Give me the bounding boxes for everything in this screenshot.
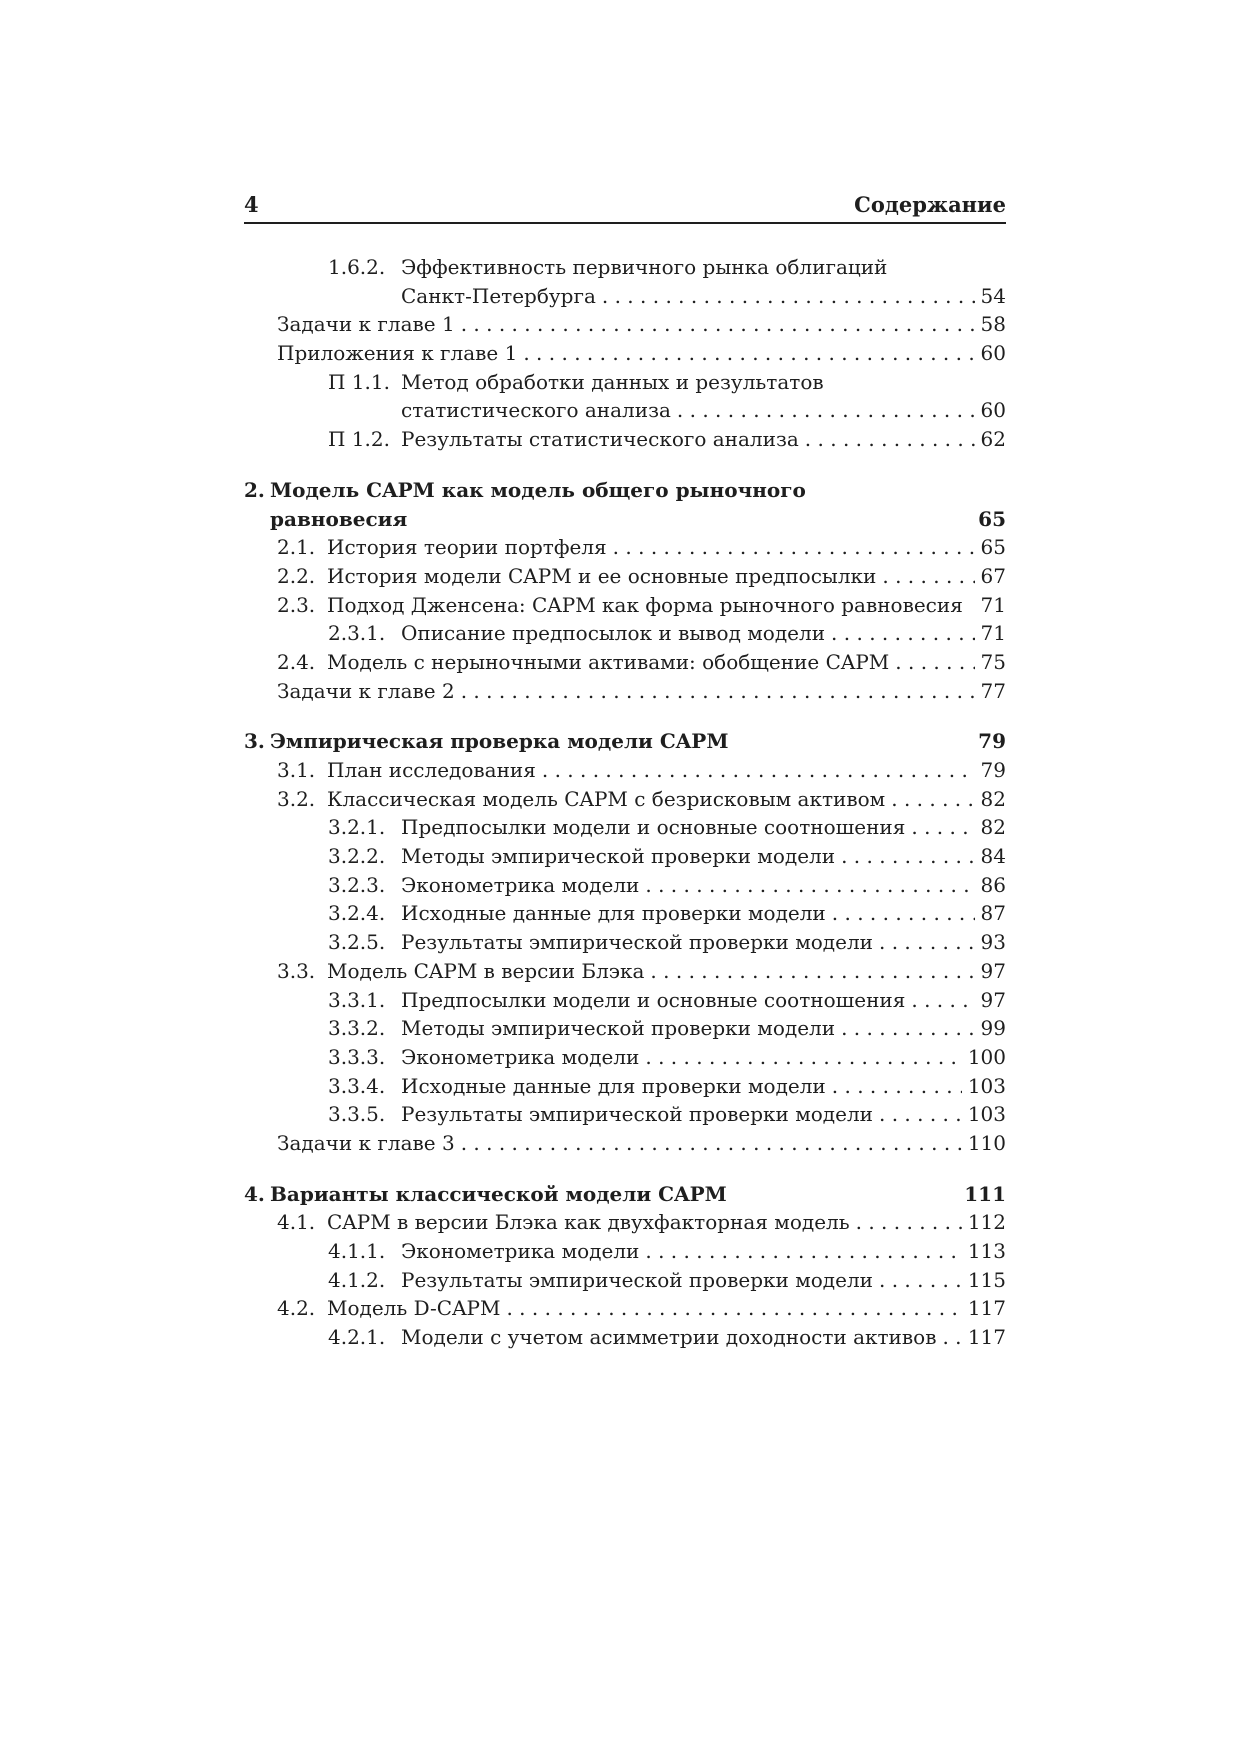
toc-entry-title: Эконометрика модели	[401, 1044, 640, 1069]
chapter-number: 3.	[244, 729, 265, 754]
toc-entry-p1-1-continued[interactable]	[244, 396, 1006, 425]
toc-entry-title: Методы эмпирической проверки модели	[401, 844, 836, 869]
toc-entry-title: Модели с учетом асимметрии доходности активов	[401, 1325, 937, 1350]
toc-entry-page: 65	[980, 535, 1006, 560]
chapter-page: 65	[978, 506, 1006, 531]
chapter-title: Варианты классической модели CAPM	[270, 1181, 727, 1206]
toc-entry-page: 84	[980, 844, 1006, 869]
toc-entry-2-4[interactable]	[244, 648, 1006, 677]
toc-entry-page: 93	[980, 930, 1006, 955]
toc-entry-page: 100	[967, 1044, 1006, 1069]
toc-entry-title: Эконометрика модели	[401, 872, 640, 897]
dot-leader	[650, 957, 974, 986]
toc-entry-page: 99	[980, 1016, 1006, 1041]
toc-entry-4-1[interactable]	[244, 1208, 1006, 1237]
toc-entry-title: Эконометрика модели	[401, 1239, 640, 1263]
running-header	[244, 192, 1006, 217]
dot-leader	[645, 871, 974, 900]
dot-leader	[645, 1043, 961, 1072]
toc-entry-2-2[interactable]	[244, 562, 1006, 591]
toc-entry-page: 115	[967, 1267, 1006, 1292]
toc-entry-title: Классическая модель CAPM с безрисковым активом	[327, 786, 886, 811]
toc-entry-3-1[interactable]	[244, 756, 1006, 785]
toc-entry-title: Исходные данные для проверки модели	[401, 901, 826, 926]
toc-entry-page: 77	[980, 678, 1006, 703]
toc-entry-page: 62	[980, 427, 1006, 452]
toc-entry-title-continued: Санкт-Петербурга	[401, 283, 596, 308]
toc-entry-title: CAPM в версии Блэка как двухфакторная модель	[327, 1210, 850, 1235]
toc-entry-title: Результаты эмпирической проверки модели	[401, 930, 873, 955]
toc-entry-tasks-2[interactable]	[244, 677, 1006, 706]
toc-entry-1-6-2-continued[interactable]	[244, 282, 1006, 311]
dot-leader	[879, 1266, 962, 1295]
chapter-title-continued: равновесия	[270, 506, 408, 531]
toc-entry-title: Результаты эмпирической проверки модели	[401, 1267, 873, 1292]
toc-entry-number: 2.1.	[277, 535, 316, 560]
dot-leader	[542, 756, 975, 785]
toc-entry-page: 54	[980, 283, 1006, 308]
toc-chapter-3[interactable]	[244, 727, 1006, 756]
table-of-contents	[244, 253, 1006, 1352]
toc-entry-title: Задачи к главе 1	[277, 312, 455, 337]
toc-entry-number: 2.3.	[277, 592, 316, 617]
toc-entry-number: 1.6.2.	[328, 255, 386, 279]
toc-entry-page: 82	[980, 786, 1006, 811]
toc-entry-page: 110	[967, 1130, 1006, 1155]
dot-leader	[506, 1294, 961, 1323]
toc-entry-title: Методы эмпирической проверки модели	[401, 1016, 836, 1041]
toc-entry-title: План исследования	[327, 758, 536, 782]
chapter-title: Эмпирическая проверка модели CAPM	[270, 729, 729, 754]
toc-entry-page: 117	[967, 1325, 1006, 1350]
toc-entry-3-3[interactable]	[244, 957, 1006, 986]
chapter-title: Модель CAPM как модель общего рыночного	[270, 477, 806, 502]
toc-entry-page: 87	[980, 901, 1006, 926]
toc-entry-page: 86	[980, 872, 1006, 897]
dot-leader	[523, 339, 974, 368]
toc-entry-title: История модели CAPM и ее основные предпосылки	[327, 563, 877, 588]
toc-entry-number: П 1.1.	[328, 369, 390, 394]
toc-entry-number: 2.3.1.	[328, 621, 386, 646]
toc-entry-3-3-1[interactable]	[244, 986, 1006, 1015]
chapter-number: 4.	[244, 1181, 265, 1206]
toc-entry-page: 79	[980, 758, 1006, 782]
toc-entry-2-3[interactable]	[244, 591, 1006, 620]
toc-entry-4-2[interactable]	[244, 1294, 1006, 1323]
toc-entry-3-2-4[interactable]	[244, 899, 1006, 928]
header-rule	[244, 222, 1006, 224]
toc-entry-title: Описание предпосылок и вывод модели	[401, 621, 826, 646]
toc-entry-page: 60	[980, 341, 1006, 366]
toc-entry-page: 103	[967, 1102, 1006, 1127]
toc-entry-title: Приложения к главе 1	[277, 341, 518, 366]
toc-entry-page: 71	[980, 621, 1006, 646]
toc-entry-title: Подход Дженсена: CAPM как форма рыночного равновесия	[327, 592, 963, 617]
toc-entry-number: 3.3.3.	[328, 1044, 386, 1069]
toc-entry-page: 60	[980, 398, 1006, 423]
toc-entry-title: Результаты статистического анализа	[401, 427, 799, 452]
dot-leader	[841, 1014, 974, 1043]
dot-leader	[832, 1072, 962, 1101]
dot-leader	[832, 899, 975, 928]
chapter-page: 79	[978, 729, 1006, 754]
dot-leader	[677, 396, 975, 425]
toc-entry-appendix-1[interactable]	[244, 339, 1006, 368]
toc-entry-number: 4.1.1.	[328, 1239, 386, 1263]
toc-entry-number: 3.1.	[277, 758, 316, 782]
toc-entry-number: 3.2.5.	[328, 930, 386, 955]
toc-entry-number: 4.2.	[277, 1296, 316, 1321]
toc-entry-number: 3.3.	[277, 958, 316, 983]
dot-leader	[805, 425, 975, 454]
toc-entry-title: Модель с нерыночными активами: обобщение CAPM	[327, 649, 890, 674]
toc-entry-2-1[interactable]	[244, 533, 1006, 562]
toc-entry-4-1-1[interactable]	[244, 1237, 1006, 1266]
toc-entry-1-6-2[interactable]	[244, 253, 1006, 282]
toc-chapter-4[interactable]	[244, 1180, 1006, 1209]
toc-entry-title: Задачи к главе 3	[277, 1130, 455, 1155]
toc-entry-number: 3.2.4.	[328, 901, 386, 926]
dot-leader	[461, 1129, 962, 1158]
toc-entry-p1-1[interactable]	[244, 368, 1006, 397]
dot-leader	[645, 1237, 961, 1266]
toc-entry-3-3-3[interactable]	[244, 1043, 1006, 1072]
dot-leader	[831, 619, 975, 648]
toc-entry-title-continued: статистического анализа	[401, 398, 671, 423]
toc-entry-number: 3.2.1.	[328, 815, 386, 840]
toc-entry-number: 3.2.2.	[328, 844, 386, 869]
toc-entry-page: 97	[980, 987, 1006, 1012]
toc-entry-number: 3.2.3.	[328, 872, 386, 897]
toc-entry-title: Результаты эмпирической проверки модели	[401, 1102, 873, 1127]
toc-entry-tasks-3[interactable]	[244, 1129, 1006, 1158]
toc-entry-number: 3.3.5.	[328, 1102, 386, 1127]
toc-entry-title: Исходные данные для проверки модели	[401, 1073, 826, 1098]
toc-entry-title: История теории портфеля	[327, 535, 607, 560]
toc-entry-page: 103	[967, 1073, 1006, 1098]
dot-leader	[895, 648, 974, 677]
toc-entry-title: Метод обработки данных и результатов	[401, 369, 824, 394]
toc-entry-title: Предпосылки модели и основные соотношения	[401, 815, 906, 840]
toc-entry-4-2-1[interactable]	[244, 1323, 1006, 1352]
toc-entry-number: 2.2.	[277, 563, 316, 588]
toc-entry-page: 75	[980, 649, 1006, 674]
toc-entry-2-3-1[interactable]	[244, 619, 1006, 648]
toc-chapter-2[interactable]	[244, 476, 1006, 533]
toc-entry-3-2-2[interactable]	[244, 842, 1006, 871]
toc-entry-3-3-5[interactable]	[244, 1100, 1006, 1129]
header-title: Содержание	[854, 192, 1006, 217]
toc-entry-tasks-1[interactable]	[244, 310, 1006, 339]
toc-entry-title: Модель CAPM в версии Блэка	[327, 958, 645, 983]
toc-entry-title: Предпосылки модели и основные соотношения	[401, 987, 906, 1012]
dot-leader	[942, 1323, 961, 1352]
dot-leader	[891, 785, 974, 814]
dot-leader	[856, 1208, 962, 1237]
toc-entry-number: 4.1.	[277, 1210, 316, 1235]
dot-leader	[613, 533, 975, 562]
dot-leader	[882, 562, 974, 591]
header-page-number: 4	[244, 192, 259, 217]
toc-entry-page: 97	[980, 958, 1006, 983]
dot-leader	[911, 813, 974, 842]
toc-entry-number: 4.1.2.	[328, 1267, 386, 1292]
chapter-number: 2.	[244, 477, 265, 502]
toc-entry-page: 117	[967, 1296, 1006, 1321]
dot-leader	[879, 928, 975, 957]
toc-entry-3-3-4[interactable]	[244, 1072, 1006, 1101]
toc-entry-4-1-2[interactable]	[244, 1266, 1006, 1295]
toc-entry-number: 3.3.1.	[328, 987, 386, 1012]
toc-entry-page: 67	[980, 563, 1006, 588]
toc-entry-3-2-3[interactable]	[244, 871, 1006, 900]
toc-entry-p1-2[interactable]	[244, 425, 1006, 454]
toc-entry-page: 113	[967, 1239, 1006, 1263]
toc-entry-number: 4.2.1.	[328, 1325, 386, 1350]
dot-leader	[461, 310, 975, 339]
toc-entry-number: 3.3.2.	[328, 1016, 386, 1041]
toc-entry-3-2-5[interactable]	[244, 928, 1006, 957]
dot-leader	[911, 986, 974, 1015]
dot-leader	[602, 282, 975, 311]
dot-leader	[461, 677, 975, 706]
toc-entry-3-2-1[interactable]	[244, 813, 1006, 842]
toc-entry-page: 71	[980, 592, 1006, 617]
toc-entry-title: Эффективность первичного рынка облигаций	[401, 255, 888, 279]
toc-entry-page: 82	[980, 815, 1006, 840]
toc-entry-number: 3.3.4.	[328, 1073, 386, 1098]
toc-entry-number: П 1.2.	[328, 427, 390, 452]
toc-entry-page: 112	[967, 1210, 1006, 1235]
toc-entry-number: 2.4.	[277, 649, 316, 674]
toc-entry-3-2[interactable]	[244, 785, 1006, 814]
dot-leader	[841, 842, 974, 871]
chapter-page: 111	[964, 1181, 1006, 1206]
toc-entry-page: 58	[980, 312, 1006, 337]
toc-entry-number: 3.2.	[277, 786, 316, 811]
toc-entry-title: Задачи к главе 2	[277, 678, 455, 703]
toc-entry-3-3-2[interactable]	[244, 1014, 1006, 1043]
toc-entry-title: Модель D-CAPM	[327, 1296, 501, 1321]
dot-leader	[879, 1100, 962, 1129]
